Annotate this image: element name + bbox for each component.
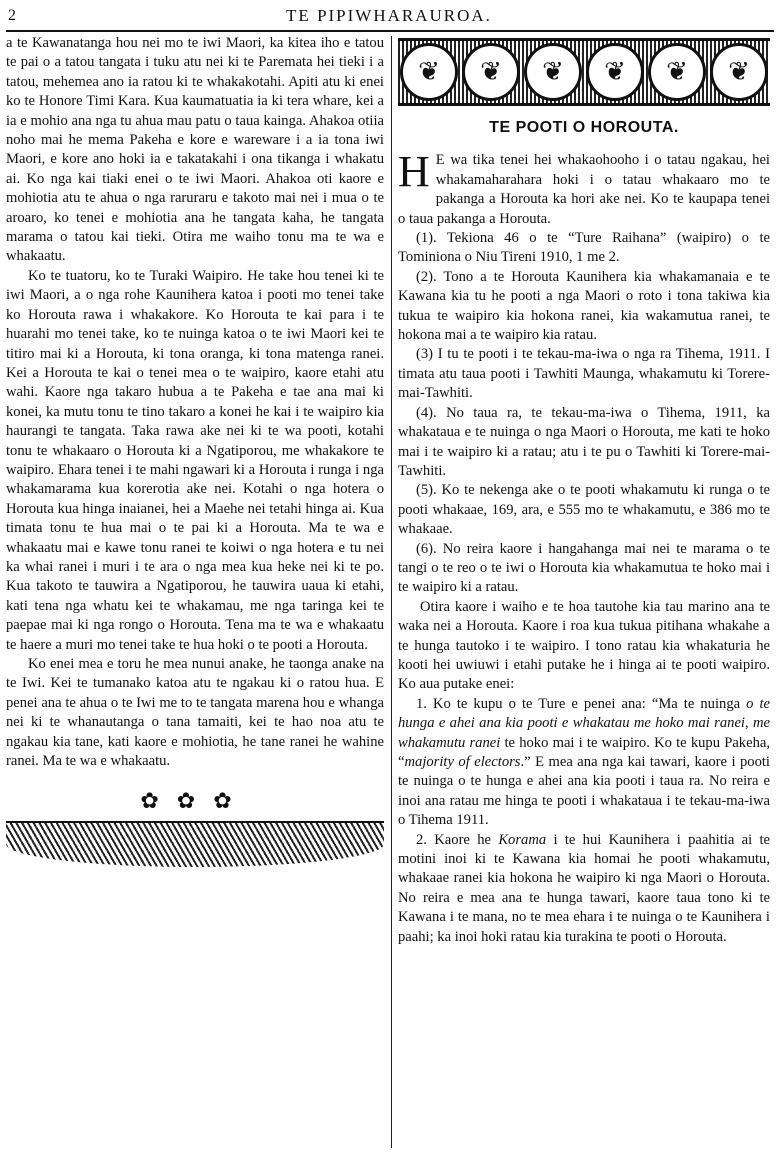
flourish-icon: ❦ — [648, 43, 706, 101]
numbered-item-2: (2). Tono a te Horouta Kaunihera kia whakamanaia e te Kawana kia tu he pooti a nga Maori o roto i tona takiwa kia tukua te waipiro kia hokona ranei, kia wakamutua ranei, te hokona mai a te waipiro kia ratau. — [398, 268, 770, 344]
intro-text: E wa tika tenei hei whakaohooho i o tatau ngakau, hei whakamaharahara hoki i o tatau whakaaro mo te pakanga a Horouta ka hori ake nei. Ko te kaupapa tenei o taua pakanga a Horouta. — [398, 152, 770, 227]
left-paragraph-3: Ko enei mea e toru he mea nunui anake, he taonga anake na te Iwi. Kei te tumanako katoa atu te ngakau ki o ratou hua. E penei ana te ahua o te Iwi me to te tangata marena hou e whanga nei ki te whanautanga o tana tamaiti, kei te hao noa atu te ngakau kia tane, kati kaore e mohiotia, he tane ranei he wahine ranei. Ma te wa e whakaatu. — [6, 656, 384, 770]
section-ornament-flowers: ✿✿✿ — [140, 788, 250, 814]
numbered-item-4: (4). No taua ra, te tekau-ma-iwa o Tihema, 1911, ka whakataua e te nuinga o nga Maori o Horouta, me kati te hoko mai i te waipiro ki a ratau; atu i te pu o Tawhiti ki Torere-mai-Tawhiti. — [398, 404, 770, 479]
column-divider — [391, 36, 392, 1148]
point-1-quote-rest: te hoko mai i te waipiro. Ko te kupu Pakeha, “ — [398, 734, 770, 770]
right-column — [398, 34, 770, 947]
flourish-icon: ❦ — [462, 43, 520, 101]
drop-cap: H — [398, 147, 430, 197]
article-heading: TE POOTI O HOROUTA. — [489, 119, 679, 136]
flourish-icon: ❦ — [400, 43, 458, 101]
point-2 — [398, 831, 770, 947]
flourish-icon: ❦ — [710, 43, 768, 101]
point-1-quote-italic: o te hunga e ahei ana kia pooti e whakatau me hoko mai ranei, me whakamutu ranei — [398, 695, 771, 751]
point-1-quote-open: “Ma te nuinga — [651, 695, 747, 712]
flourish-icon: ❦ — [586, 43, 644, 101]
article-intro — [398, 147, 770, 229]
numbered-item-5: (5). Ko te nekenga ake o te pooti whakamutu ki runga o te pooti whakaae, 169, ara, e 555 mo te whakamutu, e 386 mo te whakaae. — [398, 482, 770, 538]
left-column — [6, 34, 388, 867]
flourish-icon: ❦ — [524, 43, 582, 101]
left-paragraph-1: a te Kawanatanga hou nei mo te iwi Maori, ka kitea iho e tatou te pai o a tatou tangata i tuku atu nei ki te Paremata hei tieki i a tatou, mehemea ano ia ratou ki te whakakotahi. Apiti atu ki enei ko te Honore Timi Kara. Kua kaumatuatia ia ki tera whare, kei a ia e mohio ana nga tu ahua mau patu o taua kainga. Ahakoa otiia noho mai he mema Pakeha e kore e wareware i a ia tona iwi Maori, e kore ano hoki ia e takatakahi i ona tikanga i whakatu ai. Ko nga kai tiaki enei o te iwi Maori. Ahakoa oti kaore e mohiotia atu te ahua o nga raruraru e takoto mai nei i mua o te aroaro, ko tenei e mohiotia ana he tangata kaha, he tangata marama o tatou kai tieki. Otira me waiho tonu ma te wa e whakaatu. — [6, 35, 384, 265]
paragraph-otira: Otira kaore i waiho e te hoa tautohe kia tau marino ana te waka nei a Horouta. Kaore i roa kua tukua pitihana whakahe a te hunga tautoko i te waipiro. I tono ratau kia whakaturia he kooti hei uwiuwi i etahi putake he i hinga ai te pooti waipiro. Ko aua putake enei: — [398, 598, 770, 693]
numbered-item-6: (6). No reira kaore i hangahanga mai nei te marama o te tangi o te reo o te iwi o Horouta kia whakamutua te hoko mai i te waipiro ki a ratau. — [398, 540, 770, 596]
point-1-lead: 1. Ko te kupu o te Ture e penei ana: — [416, 695, 646, 712]
point-1 — [398, 695, 770, 831]
point-2-lead: 2. Kaore he — [416, 831, 499, 848]
left-paragraph-2: Ko te tuatoru, ko te Turaki Waipiro. He take hou tenei ki te iwi Maori, a o nga rohe Kaunihera katoa i pooti mo tenei take ko Horouta rawa i whakakore. Ko Horouta te kai para i te huarahi mo tenei take, ko te nuinga katoa o te iwi Maori kei te titiro mai ki a Horouta, ki tona oranga, ki tona matenga ranei. Kei a Horouta te kai o tenei mea o te waipiro, kaore etahi atu wahi. Kaore nga takaro hubua a te Pakeha e tae ana mai ki konei, ka mutu tonu te tino takaro a konei he kai i te waipiro kia haurangi te tangata. Taka rawa ake nei ki te wa pooti, kotahi tonu te whakaaro o Horouta ki a Ngatiporou, me whakakore te waipiro. Ehara tenei i te mahi ngawari ki a Horouta i runga i nga whakamarama kua korerotia ake nei. Kotahi o nga hotera o Horouta kua hinga inaianei, hei a Maehe nei tetahi hinga ai. Kua timata tonu te hua mai o te pai ki a Horouta. Ma te wa e whakaatu mai e kawe tonu ranei te koiwi o nga hotera e tu nei ka whai ranei i muri i te ara o nga mea kua heke nei ki te po. Kua takoto te tauwira a Ngatiporou, he tauwira uaua ki etahi, kati tena nga whatu kei te whakamau, me nga taringa kei te paepae mai ki nga rongo o Horouta. Tena ma te wa e whakaatu te haere a muri mo tenei take te hua hoki o te pooti a Horouta. — [6, 267, 384, 653]
point-1-english-phrase: majority of electors — [404, 754, 521, 770]
point-2-italic: Korama — [498, 831, 547, 848]
point-1-after: .” E mea ana nga kai tawari, kaore i pooti te nuinga o te hunga e ahei ana kia pooti i taua ra. No reira e inoi ana ratau me hinga te pooti i whakataua i te tekau-ma-iwa o Tihema 1911. — [398, 754, 770, 829]
ornamental-banner — [398, 38, 770, 106]
numbered-item-3: (3) I tu te pooti i te tekau-ma-iwa o nga ra Tihema, 1911. I timata atu taua pooti i Tawhiti Maunga, whakamutu ki Torere-mai-Tawhiti. — [398, 346, 770, 402]
page-number: 2 — [8, 7, 16, 24]
tailpiece-ornament — [6, 821, 384, 867]
header-rule — [6, 30, 774, 32]
running-header — [0, 4, 778, 30]
numbered-item-1: (1). Tekiona 46 o te “Ture Raihana” (waipiro) o te Tominiona o Niu Tireni 1910, 1 me 2. — [398, 230, 770, 266]
masthead-title: TE PIPIWHARAUROA. — [286, 6, 492, 25]
point-2-rest: i te hui Kaunihera i paahitia ai te motini inoi ki te Kawana kia homai he pooti whakamutu, whakaae ranei kia hokona he waipiro ki nga Maori o Horouta. No reira e mea ana te hunga tawari, kaore taua tono ki te Kawana i te mana, no te mea ehara i te nuinga o te Kaunihera i paahi; ka inoi hoki ratau kia turakina te pooti o Horouta. — [398, 831, 770, 945]
